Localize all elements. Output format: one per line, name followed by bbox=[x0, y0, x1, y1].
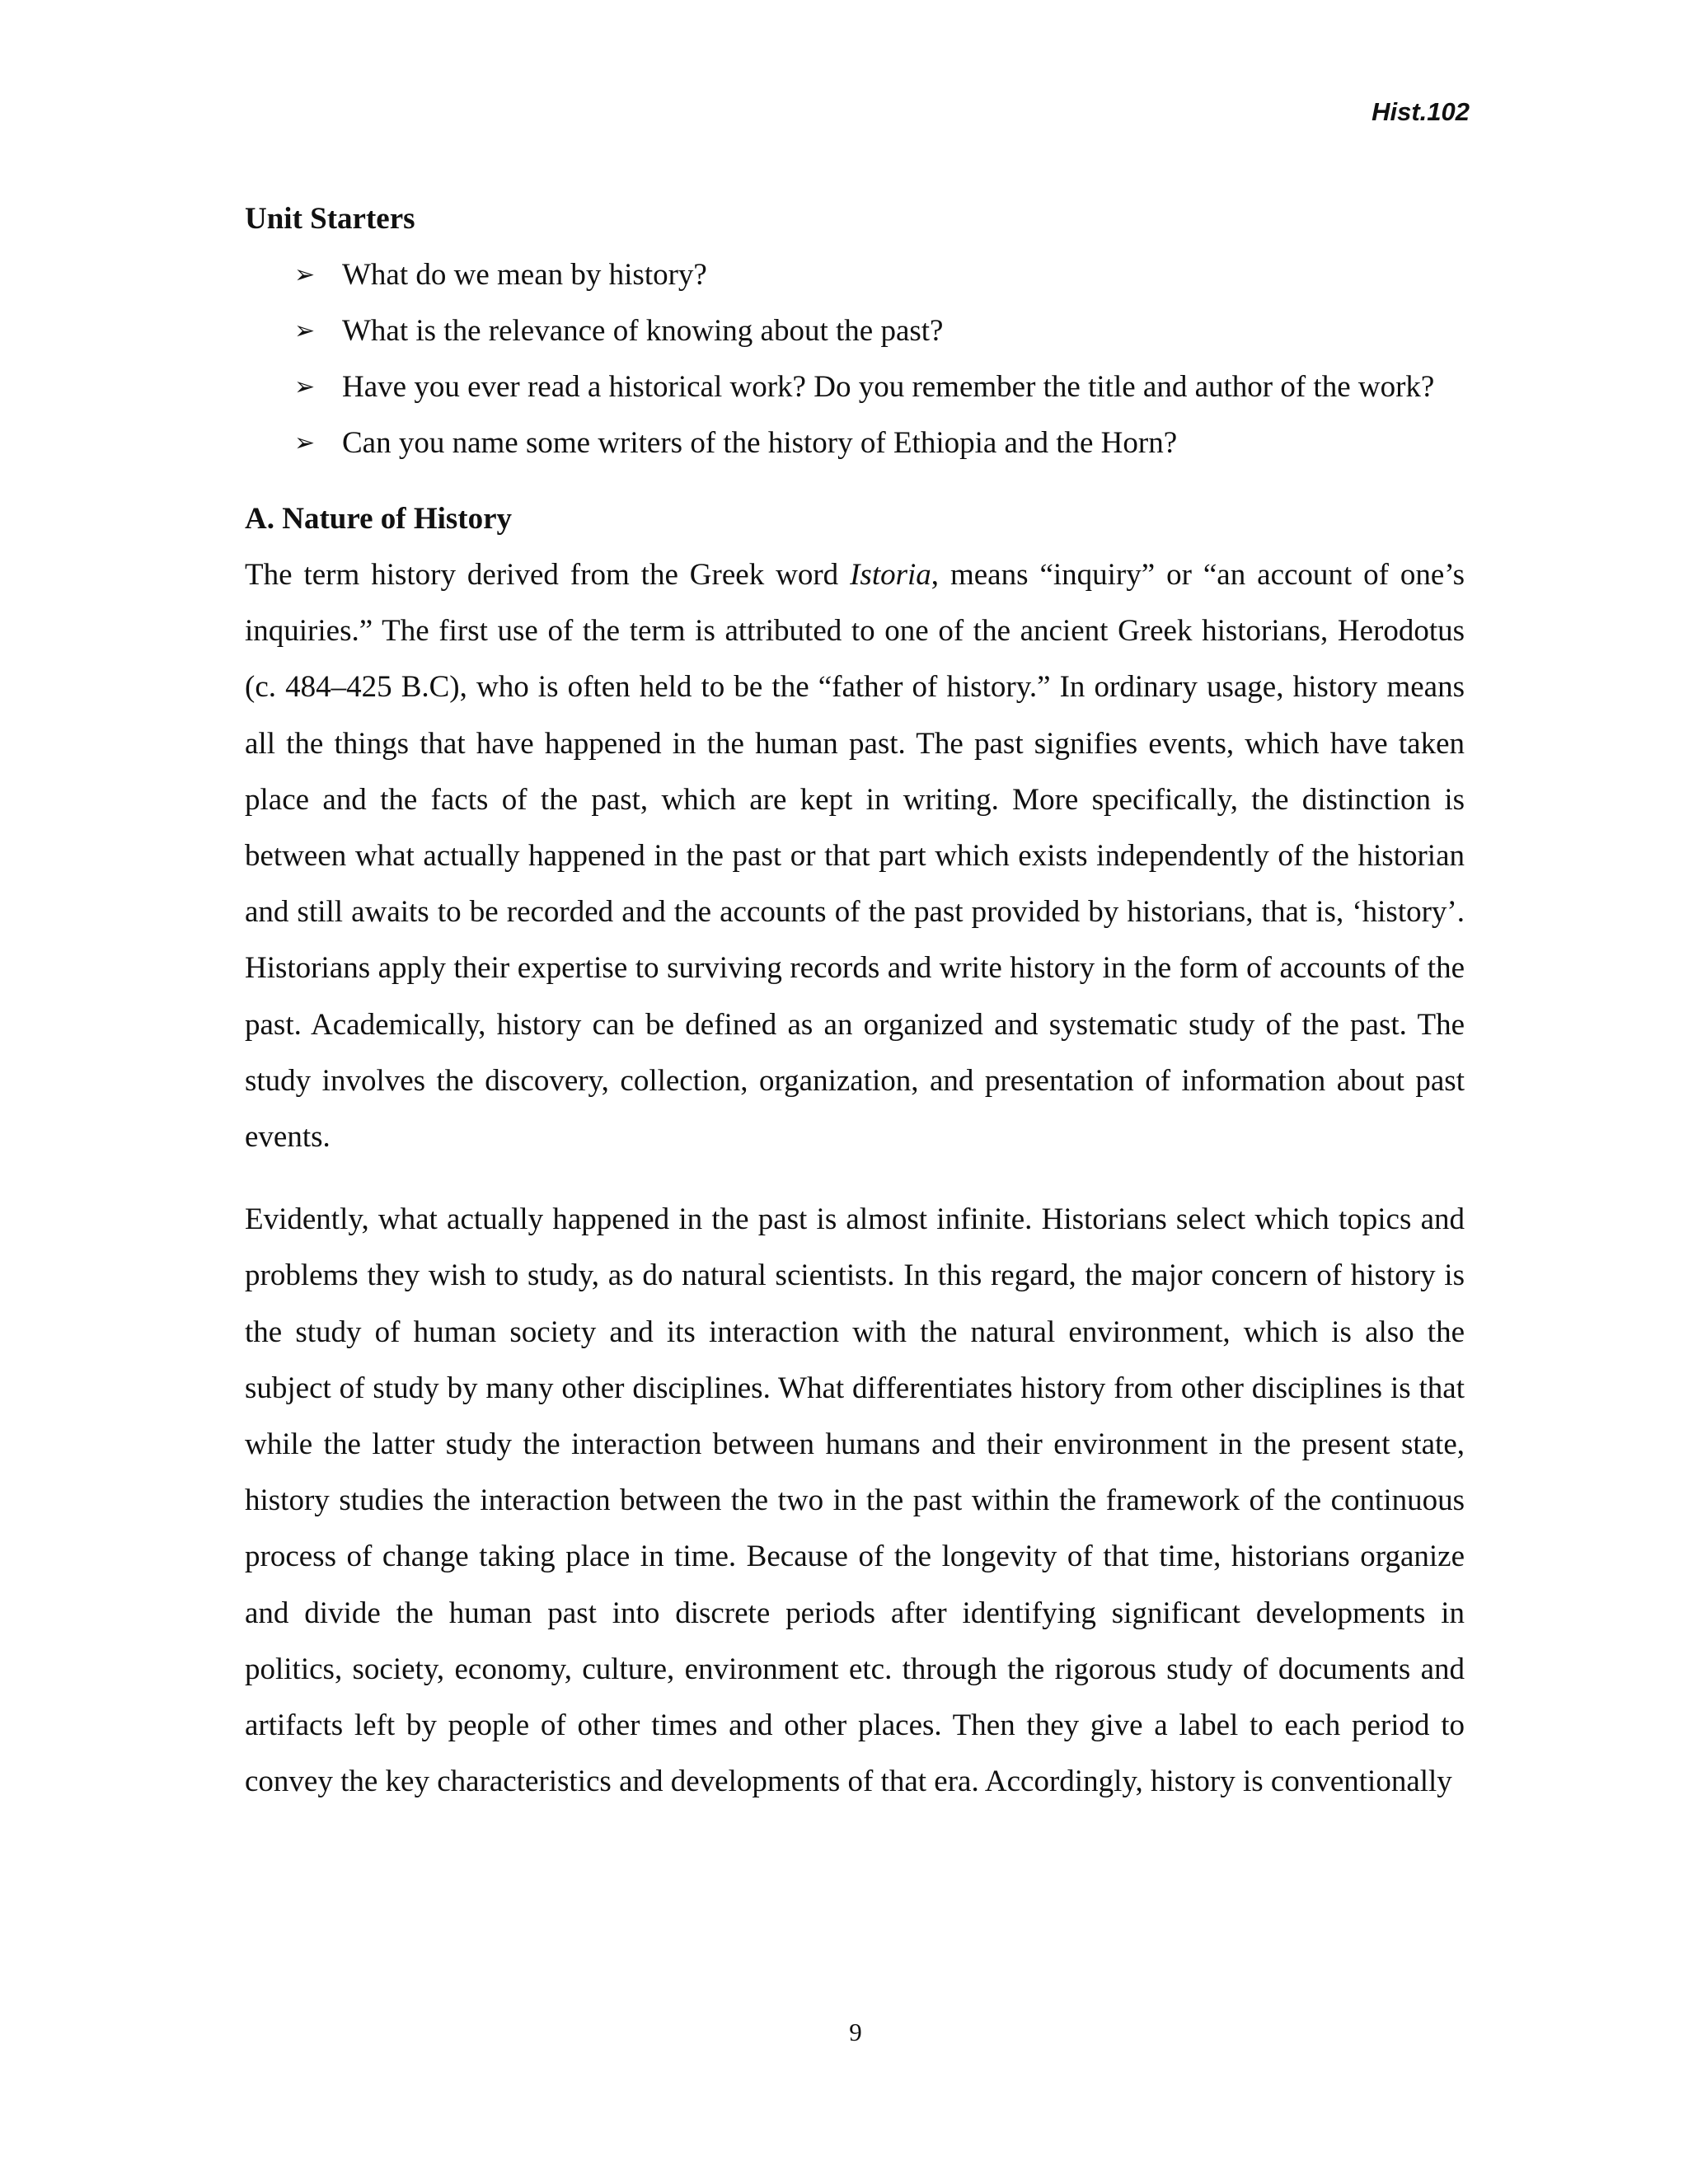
arrow-bullet-icon: ➢ bbox=[294, 429, 316, 457]
question-text: Have you ever read a historical work? Do you remember the title and author of the work? bbox=[342, 370, 1435, 404]
list-item bbox=[245, 415, 1465, 471]
arrow-bullet-icon: ➢ bbox=[294, 316, 316, 345]
unit-starters-list bbox=[245, 247, 1465, 471]
list-item bbox=[245, 303, 1465, 359]
paragraph-text: , means “inquiry” or “an account of one’s inquiries.” The first use of the term is attributed to one of the ancient Greek historians, Herodotus (c. 484–425 B.C), who is often held to be the “father of history.” In ordinary usage, history means all the things that have happened in the human past. The past signifies events, which have taken place and the facts of the past, which are kept in writing. More specifically, the distinction is between what actually happened in the past or that part which exists independently of the historian and still awaits to be recorded and the accounts of the past provided by historians, that is, ‘history’. Historians apply their expertise to surviving records and write history in the form of accounts of the past. Academically, history can be defined as an organized and systematic study of the past. The study involves the discovery, collection, organization, and presentation of information about past events. bbox=[245, 558, 1465, 1155]
arrow-bullet-icon: ➢ bbox=[294, 260, 316, 289]
unit-starters-heading: Unit Starters bbox=[245, 202, 415, 236]
question-text: Can you name some writers of the history of Ethiopia and the Horn? bbox=[342, 426, 1178, 460]
list-item bbox=[245, 247, 1465, 303]
body-paragraph: Evidently, what actually happened in the past is almost infinite. Historians select which topics and problems they wish to study, as do natural scientists. In this regard, the major concern of history is the study of human society and its interaction with the natural environment, which is also the subject of study by many other disciplines. What differentiates history from other disciplines is that while the latter study the interaction between humans and their environment in the present state, history studies the interaction between the two in the past within the framework of the continuous process of change taking place in time. Because of the longevity of that time, historians organize and divide the human past into discrete periods after identifying significant developments in politics, society, economy, culture, environment etc. through the rigorous study of documents and artifacts left by people of other times and other places. Then they give a label to each period to convey the key characteristics and developments of that era. Accordingly, history is conventionally bbox=[245, 1202, 1465, 1799]
section-heading: A. Nature of History bbox=[245, 502, 513, 536]
paragraph-text: The term history derived from the Greek word bbox=[245, 558, 851, 592]
arrow-bullet-icon: ➢ bbox=[294, 373, 316, 401]
running-header: Hist.102 bbox=[1372, 97, 1470, 126]
body-paragraph bbox=[245, 547, 1465, 1165]
page-content bbox=[245, 191, 1465, 1810]
question-text: What is the relevance of knowing about the past? bbox=[342, 314, 944, 348]
page-number: 9 bbox=[849, 2018, 862, 2046]
list-item bbox=[245, 359, 1465, 415]
question-text: What do we mean by history? bbox=[342, 258, 707, 292]
italic-term: Istoria bbox=[850, 558, 931, 592]
